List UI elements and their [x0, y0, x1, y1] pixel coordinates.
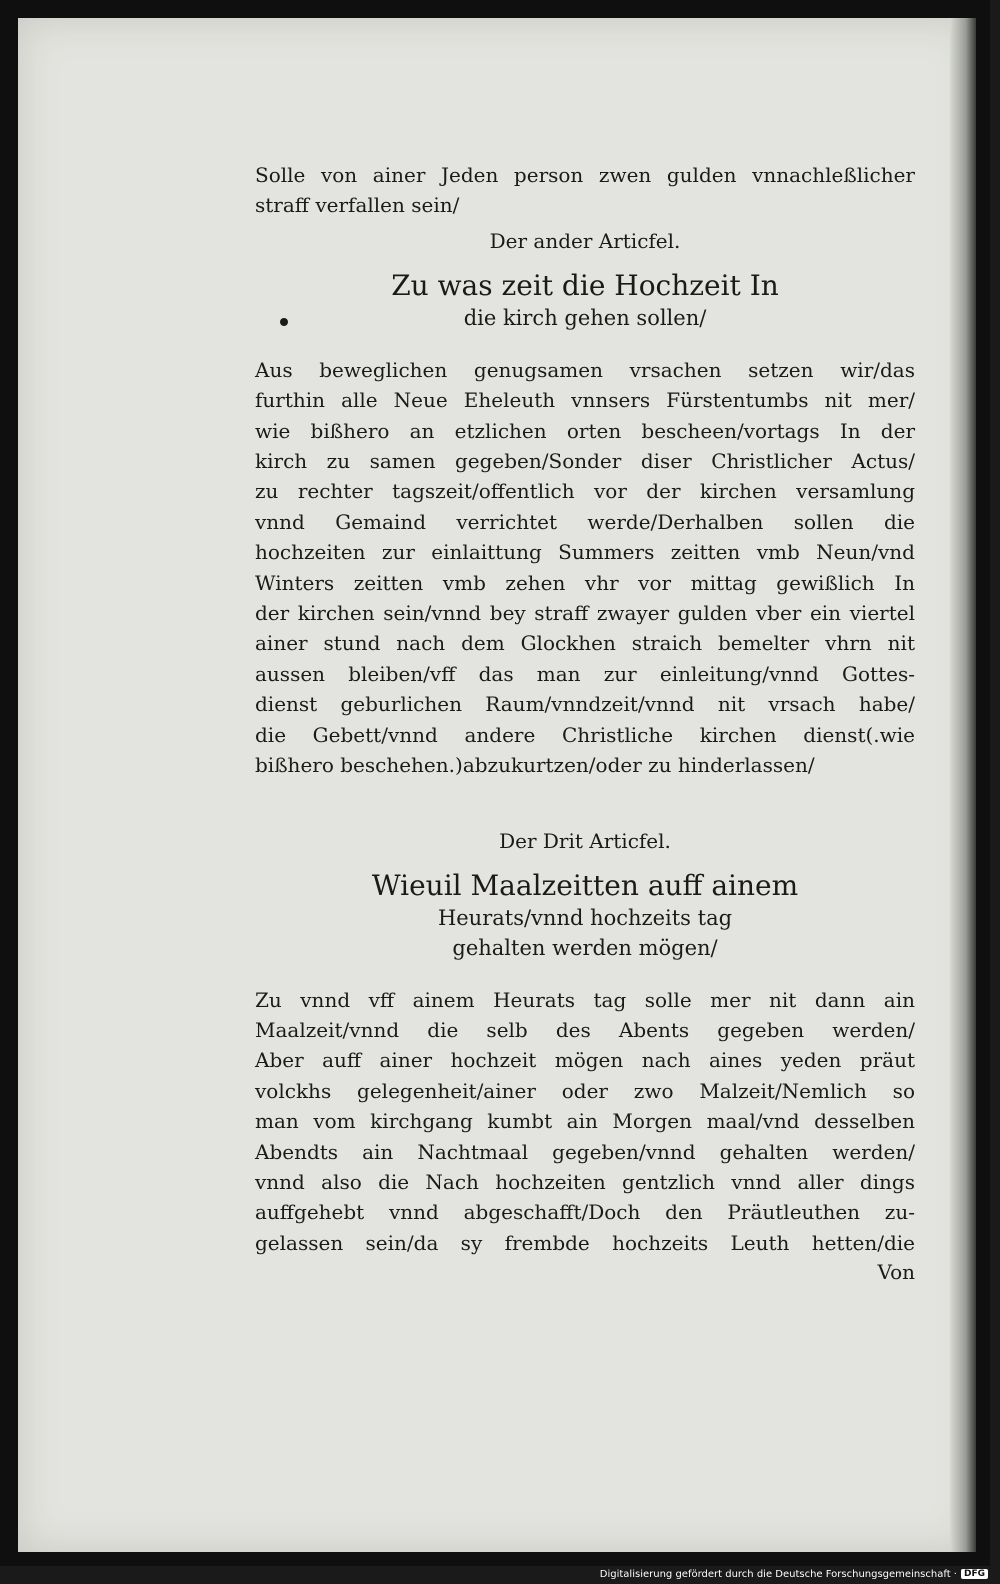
text-line: Solle von ainer Jeden person zwen gulden vnnachleßlicher — [255, 163, 915, 187]
text-line: kirch zu samen gegeben/Sonder diser Christlicher Actus/ — [255, 449, 915, 474]
text-line: furthin alle Neue Eheleuth vnnsers Fürstentumbs nit mer/ — [255, 388, 915, 413]
text-line: Zu vnnd vff ainem Heurats tag solle mer nit dann ain — [255, 987, 915, 1012]
text-line: volckhs gelegenheit/ainer oder zwo Malzeit/Nemlich so — [255, 1078, 915, 1103]
article-subtitle: die kirch gehen sollen/ — [463, 305, 707, 330]
text-line: man vom kirchgang kumbt ain Morgen maal/vnd desselben — [255, 1109, 915, 1134]
text-line: ainer stund nach dem Glockhen straich bemelter vhrn nit — [255, 631, 915, 656]
article-title: Zu was zeit die Hochzeit In — [391, 268, 779, 302]
funding-credit: Digitalisierung gefördert durch die Deutsche Forschungsgemeinschaft · — [599, 1568, 957, 1580]
text-line: vnnd also die Nach hochzeiten gentzlich vnnd aller dings — [255, 1169, 915, 1194]
text-line: Abendts ain Nachtmaal gegeben/vnnd gehalten werden/ — [255, 1139, 915, 1164]
text-line: hochzeiten zur einlaittung Summers zeitten vmb Neun/vnd — [255, 540, 915, 565]
text-line: aussen bleiben/vff das man zur einleitung/vnnd Gottes- — [255, 661, 915, 686]
text-line: die Gebett/vnnd andere Christliche kirchen dienst(.wie — [255, 722, 915, 747]
dfg-logo: DFG — [961, 1569, 988, 1579]
article-subtitle: Heurats/vnnd hochzeits tag — [437, 905, 733, 930]
text-line: auffgehebt vnnd abgeschafft/Doch den Präutleuthen zu- — [255, 1200, 915, 1225]
page-gutter — [950, 18, 976, 1552]
text-line: Aber auff ainer hochzeit mögen nach aines yeden präut — [255, 1048, 915, 1073]
text-line: straff verfallen sein/ — [255, 193, 460, 218]
text-line: Maalzeit/vnnd die selb des Abents gegeben werden/ — [255, 1017, 915, 1042]
article-title: Wieuil Maalzeitten auff ainem — [371, 868, 799, 902]
text-line: vnnd Gemaind verrichtet werde/Derhalben sollen die — [255, 509, 915, 534]
article-subtitle: gehalten werden mögen/ — [452, 935, 718, 960]
article-label: Der Drit Articfel. — [499, 828, 671, 853]
text-line: Aus beweglichen genugsamen vrsachen setzen wir/das — [255, 357, 915, 382]
text-line: gelassen sein/da sy frembde hochzeits Leuth hetten/die — [255, 1230, 915, 1255]
digitization-footer — [600, 1566, 988, 1582]
article-label: Der ander Articfel. — [489, 228, 681, 253]
catchword: Von — [877, 1260, 915, 1285]
text-line: wie bißhero an etzlichen orten bescheen/vortags In der — [255, 418, 915, 443]
text-line: zu rechter tagszeit/offentlich vor der kirchen versamlung — [255, 479, 915, 504]
text-line: bißhero beschehen.)abzukurtzen/oder zu hinderlassen/ — [255, 753, 815, 778]
text-block — [255, 160, 915, 1286]
text-line: Winters zeitten vmb zehen vhr vor mittag gewißlich In — [255, 570, 915, 595]
text-line: dienst geburlichen Raum/vnndzeit/vnnd nit vrsach habe/ — [255, 692, 915, 717]
text-line: der kirchen sein/vnnd bey straff zwayer gulden vber ein viertel — [255, 601, 915, 626]
